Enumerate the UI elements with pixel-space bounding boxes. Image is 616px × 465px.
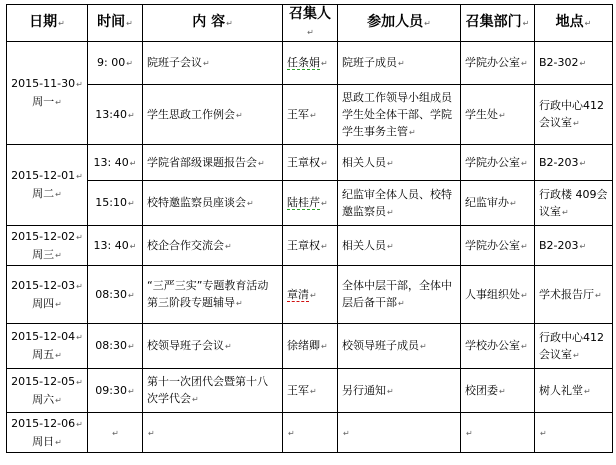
convener-cell: 任条娟 ↵ bbox=[283, 42, 338, 85]
content-cell: 学生思政工作例会 ↵ bbox=[143, 85, 283, 145]
department-cell: 人事组织处 ↵ bbox=[461, 266, 535, 324]
weekday-text: 周一 ↵ bbox=[11, 93, 83, 111]
convener-cell: 陆桂芹 ↵ bbox=[283, 181, 338, 226]
header-row bbox=[7, 5, 613, 42]
table-row bbox=[7, 226, 613, 266]
participants-cell: 纪监审全体人员、校特邀监察员 ↵ bbox=[338, 181, 461, 226]
content-cell: 第十一次团代会暨第十八次学代会 ↵ bbox=[143, 369, 283, 413]
department-cell: 学院办公室 ↵ bbox=[461, 42, 535, 85]
location-cell: 树人礼堂 ↵ bbox=[535, 369, 613, 413]
table-row bbox=[7, 145, 613, 181]
date-cell bbox=[7, 145, 88, 226]
location-cell: 行政楼 409会议室 ↵ bbox=[535, 181, 613, 226]
location-cell: 行政中心412会议室 ↵ bbox=[535, 324, 613, 369]
date-cell bbox=[7, 226, 88, 266]
content-cell: “三严三实”专题教育活动第三阶段专题辅导 ↵ bbox=[143, 266, 283, 324]
time-cell: 13: 40 ↵ bbox=[88, 226, 143, 266]
department-cell: 学院办公室 ↵ bbox=[461, 226, 535, 266]
convener-cell: 徐绪卿 ↵ bbox=[283, 324, 338, 369]
participants-cell: 相关人员 ↵ bbox=[338, 145, 461, 181]
header-date: 日期 ↵ bbox=[7, 5, 88, 42]
header-convener: 召集人 ↵ bbox=[283, 5, 338, 42]
date-text: 2015-11-30 ↵ bbox=[11, 75, 83, 93]
convener-cell: 王军 ↵ bbox=[283, 85, 338, 145]
content-cell: 院班子会议 ↵ bbox=[143, 42, 283, 85]
department-cell bbox=[461, 413, 535, 453]
location-cell: 行政中心412会议室 ↵ bbox=[535, 85, 613, 145]
date-cell bbox=[7, 42, 88, 145]
participants-cell: 校领导班子成员 ↵ bbox=[338, 324, 461, 369]
table-row bbox=[7, 85, 613, 145]
weekday-text: 周六 ↵ bbox=[11, 391, 83, 409]
participants-cell bbox=[338, 413, 461, 453]
department-cell: 学校办公室 ↵ bbox=[461, 324, 535, 369]
convener-cell: 王章权 ↵ bbox=[283, 226, 338, 266]
table-row bbox=[7, 324, 613, 369]
table-row bbox=[7, 266, 613, 324]
department-cell: 校团委 ↵ bbox=[461, 369, 535, 413]
convener-cell: 章清 ↵ bbox=[283, 266, 338, 324]
date-text: 2015-12-04 ↵ bbox=[11, 328, 83, 346]
content-cell: 校领导班子会议 ↵ bbox=[143, 324, 283, 369]
date-cell bbox=[7, 369, 88, 413]
date-text: 2015-12-03 ↵ bbox=[11, 277, 83, 295]
time-cell: 15:10 ↵ bbox=[88, 181, 143, 226]
weekday-text: 周日 ↵ bbox=[11, 433, 83, 451]
participants-cell: 思政工作领导小组成员 学生处全体干部、学院学生事务主管 ↵ bbox=[338, 85, 461, 145]
table-row bbox=[7, 413, 613, 453]
content-cell bbox=[143, 413, 283, 453]
participants-cell: 全体中层干部，全体中层后备干部 ↵ bbox=[338, 266, 461, 324]
header-content: 内 容 ↵ bbox=[143, 5, 283, 42]
header-department: 召集部门 ↵ bbox=[461, 5, 535, 42]
department-cell: 学生处 ↵ bbox=[461, 85, 535, 145]
date-cell bbox=[7, 324, 88, 369]
weekday-text: 周五 ↵ bbox=[11, 346, 83, 364]
time-cell: 08:30 ↵ bbox=[88, 266, 143, 324]
table-row bbox=[7, 369, 613, 413]
weekday-text: 周二 ↵ bbox=[11, 185, 83, 203]
convener-cell bbox=[283, 413, 338, 453]
date-cell bbox=[7, 266, 88, 324]
department-cell: 学院办公室 ↵ bbox=[461, 145, 535, 181]
weekday-text: 周三 ↵ bbox=[11, 246, 83, 264]
header-participants: 参加人员 ↵ bbox=[338, 5, 461, 42]
location-cell: B2-203 ↵ bbox=[535, 145, 613, 181]
location-cell bbox=[535, 413, 613, 453]
content-cell: 学院省部级课题报告会 ↵ bbox=[143, 145, 283, 181]
department-cell: 纪监审办 ↵ bbox=[461, 181, 535, 226]
content-cell: 校特邀监察员座谈会 ↵ bbox=[143, 181, 283, 226]
date-text: 2015-12-06 ↵ bbox=[11, 415, 83, 433]
header-time: 时间 ↵ bbox=[88, 5, 143, 42]
convener-cell: 王军 ↵ bbox=[283, 369, 338, 413]
time-cell: 09:30 ↵ bbox=[88, 369, 143, 413]
convener-cell: 王章权 ↵ bbox=[283, 145, 338, 181]
time-cell bbox=[88, 413, 143, 453]
table-row bbox=[7, 42, 613, 85]
time-cell: 9: 00 ↵ bbox=[88, 42, 143, 85]
time-cell: 08:30 ↵ bbox=[88, 324, 143, 369]
date-cell bbox=[7, 413, 88, 453]
date-text: 2015-12-05 ↵ bbox=[11, 373, 83, 391]
weekday-text: 周四 ↵ bbox=[11, 295, 83, 313]
time-cell: 13: 40 ↵ bbox=[88, 145, 143, 181]
participants-cell: 院班子成员 ↵ bbox=[338, 42, 461, 85]
location-cell: B2-302 ↵ bbox=[535, 42, 613, 85]
schedule-table bbox=[6, 4, 613, 453]
table-row bbox=[7, 181, 613, 226]
location-cell: B2-203 ↵ bbox=[535, 226, 613, 266]
time-cell: 13:40 ↵ bbox=[88, 85, 143, 145]
header-location: 地点 ↵ bbox=[535, 5, 613, 42]
location-cell: 学术报告厅 ↵ bbox=[535, 266, 613, 324]
date-text: 2015-12-01 ↵ bbox=[11, 167, 83, 185]
date-text: 2015-12-02 ↵ bbox=[11, 228, 83, 246]
participants-cell: 另行通知 ↵ bbox=[338, 369, 461, 413]
content-cell: 校企合作交流会 ↵ bbox=[143, 226, 283, 266]
participants-cell: 相关人员 ↵ bbox=[338, 226, 461, 266]
